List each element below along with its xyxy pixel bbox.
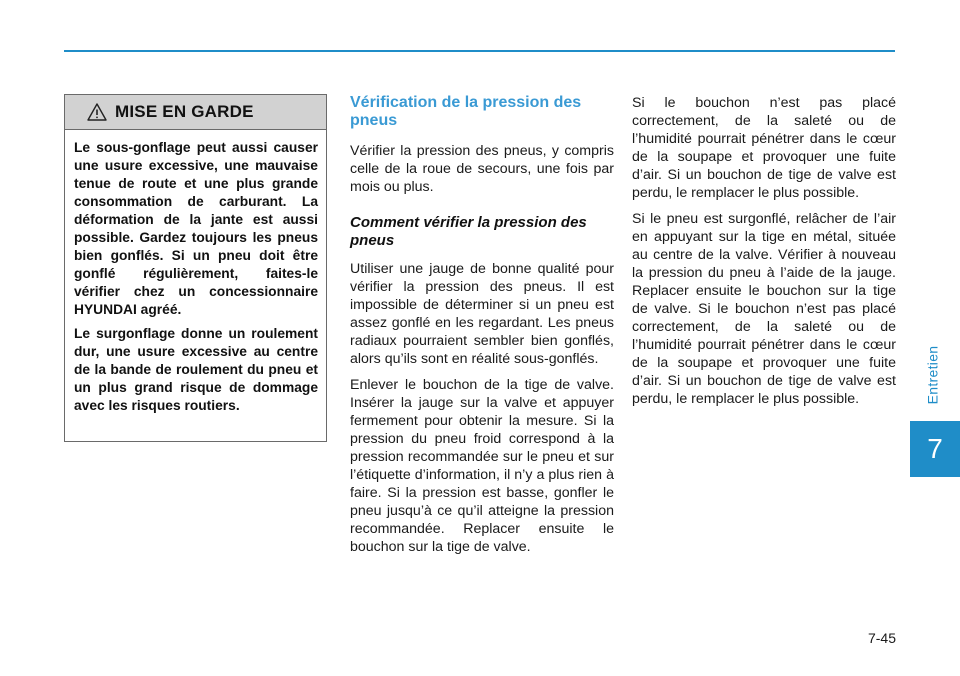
right-column [632,94,896,416]
warning-body [65,130,326,415]
middle-column [350,94,614,564]
warning-triangle-icon [87,103,107,121]
intro-paragraph: Vérifier la pression des pneus, y compris celle de la roue de secours, une fois par mois ou plus. [350,143,614,195]
warning-header [65,95,326,130]
header-rule [64,50,895,52]
chapter-number: 7 [927,433,943,464]
section-heading: Vérification de la pression des pneus [350,94,582,129]
chapter-side-label [918,320,946,430]
chapter-name: Entretien [924,345,941,405]
warning-paragraph: Le surgonflage donne un roulement dur, une usure excessive au centre de la bande de roulement du pneu et un plus grand risque de dommage avec les risques routiers. [74,326,318,413]
warning-title: MISE EN GARDE [115,102,254,121]
subsection-heading: Comment vérifier la pression des pneus [350,214,587,249]
body-paragraph: Si le pneu est surgonflé, relâcher de l’air en appuyant sur la tige en métal, située au centre de la valve. Vérifier à nouveau la pression du pneu à l’aide de la jauge. Replacer ensuite le bouchon sur la tige de valve. Si le bouchon n’est pas placé correctement, de la saleté ou de l’humidité pourrait pénétrer dans le cœur de la soupape et provoquer une fuite d’air. Si un bouchon de tige de valve est perdu, le remplacer le plus possible. [632,211,896,407]
warning-paragraph: Le sous-gonflage peut aussi causer une usure excessive, une mauvaise tenue de route et une plus grande consommation de carburant. La déformation de la jante est aussi possible. Gardez toujours les pneus bien gonflés. Si un pneu doit être gonflé régulièrement, faites-le vérifier chez un concessionnaire HYUNDAI agréé. [74,140,318,317]
body-paragraph: Si le bouchon n’est pas placé correctement, de la saleté ou de l’humidité pourrait pénétrer dans le cœur de la soupape et provoquer une fuite d’air. Si un bouchon de tige de valve est perdu, le remplacer le plus possible. [632,95,896,201]
body-paragraph: Utiliser une jauge de bonne qualité pour vérifier la pression des pneus. Il est impossible de déterminer si un pneu est assez gonflé en les regardant. Les pneus radiaux pourraient sembler bien gonflés, alors qu’ils sont en réalité sous-gonflés. [350,261,614,367]
page-number: 7-45 [867,630,896,646]
body-paragraph: Enlever le bouchon de la tige de valve. Insérer la jauge sur la valve et appuyer fermement pour obtenir la mesure. Si la pression du pneu froid correspond à la pression recommandée sur le pneu et sur l’étiquette d’information, il n’y a plus rien à faire. Si la pression est basse, gonfler le pneu jusqu’à ce qu’il atteigne la pression recommandée. Replacer ensuite le bouchon sur la tige de valve. [350,377,614,555]
warning-box [64,94,327,442]
chapter-tab [910,421,960,477]
